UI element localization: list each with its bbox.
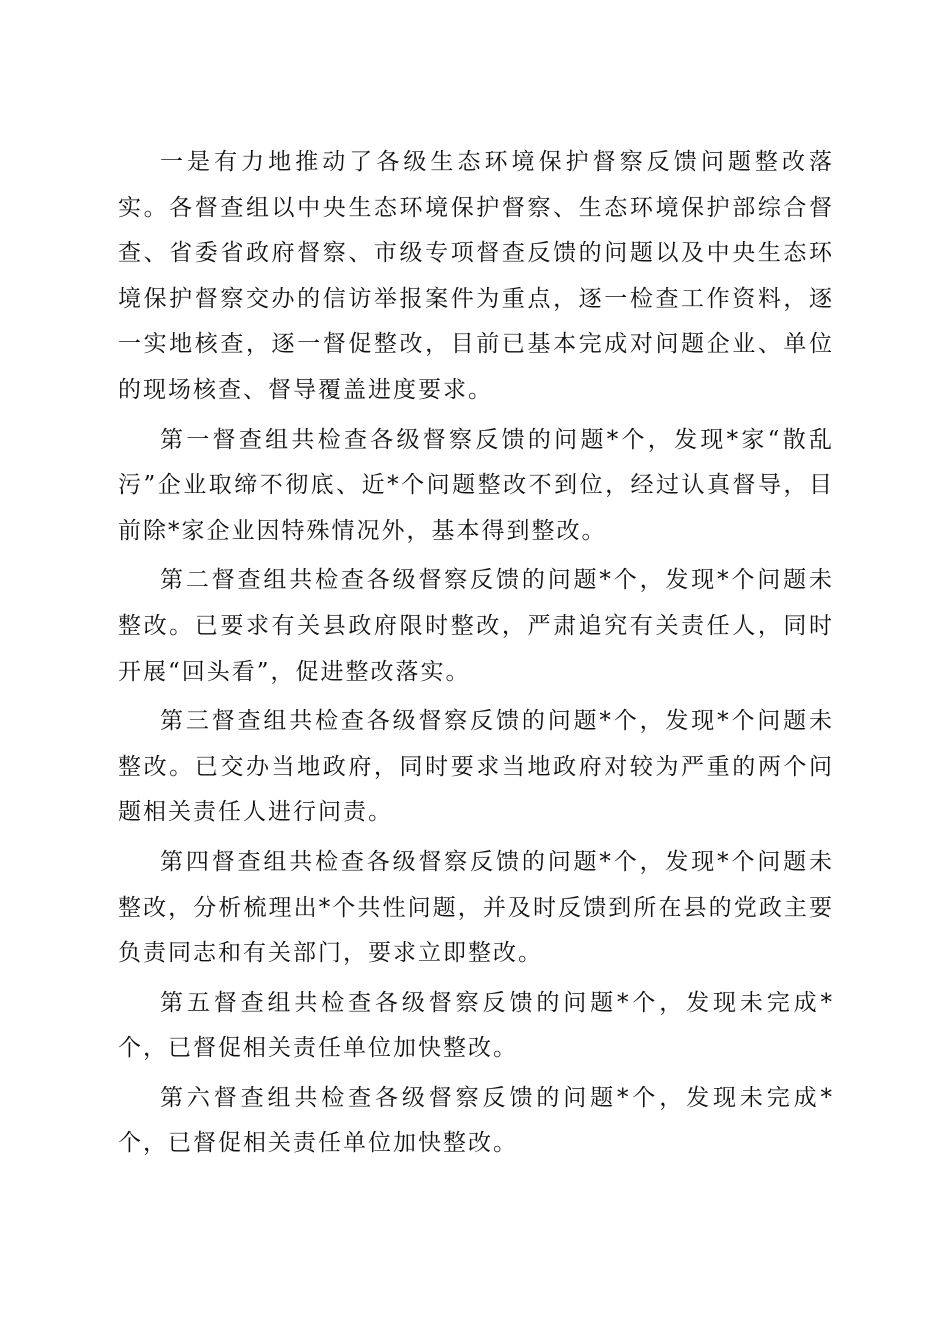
paragraph-group-6: 第六督查组共检查各级督察反馈的问题*个，发现未完成*个，已督促相关责任单位加快整改。: [118, 1084, 834, 1157]
paragraph-group-2: 第二督查组共检查各级督察反馈的问题*个，发现*个问题未整改。已要求有关县政府限时整改，严肃追究有关责任人，同时开展“回头看”，促进整改落实。: [118, 567, 834, 685]
paragraph-group-4: 第四督查组共检查各级督察反馈的问题*个，发现*个问题未整改，分析梳理出*个共性问题，并及时反馈到所在县的党政主要负责同志和有关部门，要求立即整改。: [118, 848, 834, 967]
paragraph-group-3: 第三督查组共检查各级督察反馈的问题*个，发现*个问题未整改。已交办当地政府，同时要求当地政府对较为严重的两个问题相关责任人进行问责。: [118, 708, 834, 826]
paragraph-overview: 一是有力地推动了各级生态环境保护督察反馈问题整改落实。各督查组以中央生态环境保护督察、生态环境保护部综合督查、省委省政府督察、市级专项督查反馈的问题以及中央生态环境保护督察交办的信访举报案件为重点，逐一检查工作资料，逐一实地核查，逐一督促整改，目前已基本完成对问题企业、单位的现场核查、督导覆盖进度要求。: [118, 149, 834, 403]
paragraph-group-1: 第一督查组共检查各级督察反馈的问题*个，发现*家“散乱污”企业取缔不彻底、近*个问题整改不到位，经过认真督导，目前除*家企业因特殊情况外，基本得到整改。: [118, 426, 834, 544]
paragraph-group-5: 第五督查组共检查各级督察反馈的问题*个，发现未完成*个，已督促相关责任单位加快整改。: [118, 989, 834, 1062]
document-body: [118, 140, 834, 1171]
